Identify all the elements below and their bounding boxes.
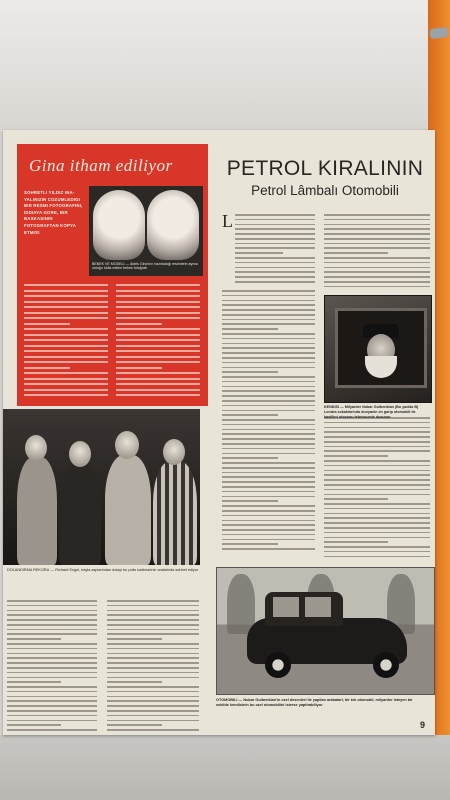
baby-photo-right xyxy=(147,190,199,260)
text-line xyxy=(324,484,430,486)
text-line xyxy=(107,700,199,702)
text-line xyxy=(324,532,430,534)
text-line xyxy=(116,394,200,396)
text-line xyxy=(7,710,97,712)
text-line xyxy=(107,681,162,683)
text-line xyxy=(324,219,430,221)
text-line xyxy=(222,539,315,541)
text-line xyxy=(116,290,200,292)
text-line xyxy=(116,367,162,369)
text-line xyxy=(222,343,315,345)
text-line xyxy=(222,400,315,402)
text-line xyxy=(24,367,70,369)
text-line xyxy=(324,271,430,273)
person-3-head xyxy=(115,431,139,459)
text-line xyxy=(24,389,108,391)
text-line xyxy=(235,233,315,235)
text-line xyxy=(116,301,200,303)
text-line xyxy=(116,306,200,308)
text-line xyxy=(7,724,61,726)
text-line xyxy=(235,252,283,254)
text-line xyxy=(324,556,430,558)
desk-background-bottom xyxy=(0,735,450,800)
text-line xyxy=(222,429,315,431)
text-line xyxy=(324,238,430,240)
text-line xyxy=(24,356,108,358)
text-line xyxy=(222,548,315,550)
text-line xyxy=(7,657,97,659)
text-line xyxy=(222,486,315,488)
text-line xyxy=(107,662,199,664)
text-line xyxy=(324,286,430,288)
text-line xyxy=(24,334,108,336)
baby-photo-caption: BEBEK VE MODELI — Aktris Gina'nın hazırladığı resimlerin aynısı olduğu iddia edilen bebek fotoğrafı xyxy=(92,262,199,271)
text-line xyxy=(107,667,199,669)
text-line xyxy=(222,457,278,459)
text-line xyxy=(324,422,430,424)
article-column-1 xyxy=(235,214,315,286)
text-line xyxy=(107,720,199,722)
text-line xyxy=(107,672,199,674)
text-line xyxy=(222,410,315,412)
text-line xyxy=(235,271,315,273)
text-line xyxy=(24,383,108,385)
text-line xyxy=(222,338,315,340)
text-line xyxy=(324,517,430,519)
text-line xyxy=(116,323,162,325)
text-line xyxy=(222,424,315,426)
text-line xyxy=(107,691,199,693)
car-window-rear xyxy=(305,597,331,617)
text-line xyxy=(235,219,315,221)
bottom-text-column-1 xyxy=(7,600,97,734)
text-line xyxy=(222,381,315,383)
text-line xyxy=(24,361,108,363)
article-column-1-continued xyxy=(222,290,315,553)
text-line xyxy=(324,257,430,259)
text-line xyxy=(222,510,315,512)
text-line xyxy=(235,228,315,230)
article-column-2-bottom xyxy=(324,417,430,560)
text-line xyxy=(24,284,108,286)
text-line xyxy=(222,520,315,522)
text-line xyxy=(7,662,97,664)
article-subheadline: Petrol Lâmbalı Otomobili xyxy=(251,183,399,198)
text-line xyxy=(24,328,108,330)
text-line xyxy=(324,262,430,264)
text-line xyxy=(235,267,315,269)
text-line xyxy=(24,350,108,352)
text-line xyxy=(116,372,200,374)
text-line xyxy=(222,438,315,440)
text-line xyxy=(107,619,199,621)
text-line xyxy=(24,372,108,374)
text-line xyxy=(324,431,430,433)
text-line xyxy=(116,389,200,391)
text-line xyxy=(235,276,315,278)
text-line xyxy=(222,462,315,464)
page-number: 9 xyxy=(420,720,426,730)
text-line xyxy=(324,455,388,457)
text-line xyxy=(116,378,200,380)
text-line xyxy=(222,453,315,455)
text-line xyxy=(7,672,97,674)
text-line xyxy=(7,700,97,702)
text-line xyxy=(116,328,200,330)
text-line xyxy=(222,543,278,545)
text-line xyxy=(222,314,315,316)
text-line xyxy=(24,317,108,319)
text-line xyxy=(7,633,97,635)
text-line xyxy=(324,498,388,500)
text-line xyxy=(24,306,108,308)
text-line xyxy=(222,362,315,364)
text-line xyxy=(324,267,430,269)
text-line xyxy=(324,214,430,216)
text-line xyxy=(116,312,200,314)
text-line xyxy=(324,243,430,245)
text-line xyxy=(7,681,61,683)
article-headline: PETROL KIRALININ xyxy=(226,157,424,180)
text-line xyxy=(107,638,162,640)
text-line xyxy=(24,295,108,297)
text-line xyxy=(235,243,315,245)
text-line xyxy=(222,448,315,450)
text-line xyxy=(222,371,278,373)
text-line xyxy=(7,605,97,607)
text-line xyxy=(7,629,97,631)
baby-photo-pair xyxy=(89,186,203,276)
text-line xyxy=(222,323,315,325)
text-line xyxy=(222,309,315,311)
text-line xyxy=(235,257,315,259)
group-photo xyxy=(3,409,200,565)
text-line xyxy=(116,295,200,297)
text-line xyxy=(107,648,199,650)
text-line xyxy=(222,419,315,421)
text-line xyxy=(222,367,315,369)
text-line xyxy=(324,546,430,548)
red-box-intro-caption: SOHRETLI YILDIZ INA-YALINIZIN COZUMLEDIGI BIR RESMI FOTOGRAFINI, IDDIAYA GORE, BIR BASKASININ FOTOGRAFTAN KOPYA ETMIS! xyxy=(24,190,83,235)
text-line xyxy=(116,356,200,358)
person-1-head xyxy=(25,435,47,461)
portrait-caption: KENDISI — Milyarder Nubar Gulbenkian (Bu yazida B) Londra sokaklarinda dunyanin en garip otomobili ile kasifleri otosunu tebessumle dusunur xyxy=(324,405,419,419)
text-line xyxy=(7,600,97,602)
text-line xyxy=(222,386,315,388)
person-4-head xyxy=(163,439,185,465)
text-line xyxy=(324,522,430,524)
red-box-column-2 xyxy=(116,284,200,400)
gulbenkian-portrait-photo xyxy=(324,295,432,403)
text-line xyxy=(324,252,388,254)
text-line xyxy=(24,339,108,341)
text-line xyxy=(222,529,315,531)
text-line xyxy=(324,460,430,462)
text-line xyxy=(222,357,315,359)
text-line xyxy=(7,686,97,688)
text-line xyxy=(222,491,315,493)
person-2-head xyxy=(69,441,91,467)
text-line xyxy=(324,513,430,515)
person-3 xyxy=(105,455,151,565)
text-line xyxy=(116,317,200,319)
text-line xyxy=(222,390,315,392)
text-line xyxy=(24,312,108,314)
text-line xyxy=(107,696,199,698)
text-line xyxy=(7,696,97,698)
text-line xyxy=(222,476,315,478)
text-line xyxy=(324,527,430,529)
text-line xyxy=(7,624,97,626)
text-line xyxy=(7,720,97,722)
car-photo-caption: OTOMOBILI — Nubar Gulbenkian'in ozel desenleri ile yapilan arabalari, bir tek otomobil, milyarder isteyen bir sekilde kendisinin bu ozel otomobilini isterse yaptirabiliyor xyxy=(216,698,413,707)
text-line xyxy=(24,290,108,292)
article-column-2-top xyxy=(324,214,430,291)
text-line xyxy=(222,333,315,335)
magazine-page xyxy=(3,130,435,735)
person-4 xyxy=(153,461,197,565)
text-line xyxy=(107,600,199,602)
text-line xyxy=(222,300,315,302)
text-line xyxy=(7,705,97,707)
text-line xyxy=(235,247,315,249)
text-line xyxy=(107,677,199,679)
person-1 xyxy=(17,457,57,565)
text-line xyxy=(107,653,199,655)
text-line xyxy=(107,715,199,717)
text-line xyxy=(7,729,97,731)
text-line xyxy=(107,657,199,659)
text-line xyxy=(222,304,315,306)
text-line xyxy=(235,262,315,264)
car-window-front xyxy=(273,597,299,617)
text-line xyxy=(107,710,199,712)
text-line xyxy=(7,638,61,640)
text-line xyxy=(116,284,200,286)
text-line xyxy=(107,643,199,645)
person-2 xyxy=(59,463,101,565)
text-line xyxy=(222,414,278,416)
text-line xyxy=(24,378,108,380)
text-line xyxy=(222,290,315,292)
text-line xyxy=(222,319,315,321)
text-line xyxy=(24,323,70,325)
text-line xyxy=(7,653,97,655)
text-line xyxy=(235,238,315,240)
text-line xyxy=(222,500,278,502)
text-line xyxy=(222,443,315,445)
text-line xyxy=(116,361,200,363)
text-line xyxy=(24,394,108,396)
text-line xyxy=(222,352,315,354)
red-box-column-1 xyxy=(24,284,108,400)
text-line xyxy=(116,345,200,347)
text-line xyxy=(324,494,430,496)
text-line xyxy=(7,677,97,679)
text-line xyxy=(222,405,315,407)
text-line xyxy=(222,395,315,397)
text-line xyxy=(324,247,430,249)
text-line xyxy=(7,614,97,616)
text-line xyxy=(7,610,97,612)
text-line xyxy=(324,551,430,553)
text-line xyxy=(324,474,430,476)
text-line xyxy=(7,619,97,621)
text-line xyxy=(7,715,97,717)
car-wheel-front xyxy=(265,652,291,678)
text-line xyxy=(324,233,430,235)
text-line xyxy=(116,339,200,341)
text-line xyxy=(107,633,199,635)
text-line xyxy=(324,479,430,481)
text-line xyxy=(324,281,430,283)
text-line xyxy=(222,328,278,330)
text-line xyxy=(7,667,97,669)
text-line xyxy=(235,214,315,216)
text-line xyxy=(324,446,430,448)
text-line xyxy=(222,376,315,378)
text-line xyxy=(116,334,200,336)
text-line xyxy=(7,648,97,650)
text-line xyxy=(222,496,315,498)
text-line xyxy=(324,537,430,539)
text-line xyxy=(107,729,199,731)
text-line xyxy=(235,281,315,283)
text-line xyxy=(324,465,430,467)
text-line xyxy=(324,508,430,510)
text-line xyxy=(7,643,97,645)
red-box-title: Gina itham ediliyor xyxy=(29,156,173,175)
text-line xyxy=(222,472,315,474)
text-line xyxy=(222,295,315,297)
text-line xyxy=(116,383,200,385)
text-line xyxy=(107,724,162,726)
text-line xyxy=(222,505,315,507)
text-line xyxy=(24,345,108,347)
text-line xyxy=(324,436,430,438)
text-line xyxy=(222,467,315,469)
desk-background-top xyxy=(0,0,450,130)
text-line xyxy=(324,450,430,452)
text-line xyxy=(324,470,430,472)
bottom-text-column-2 xyxy=(107,600,199,734)
text-line xyxy=(324,427,430,429)
text-line xyxy=(107,605,199,607)
text-line xyxy=(107,629,199,631)
text-line xyxy=(107,624,199,626)
text-line xyxy=(107,705,199,707)
background-tree xyxy=(227,574,255,634)
text-line xyxy=(324,541,388,543)
text-line xyxy=(222,524,315,526)
text-line xyxy=(324,276,430,278)
text-line xyxy=(222,481,315,483)
text-line xyxy=(324,489,430,491)
text-line xyxy=(324,441,430,443)
text-line xyxy=(7,691,97,693)
car-wheel-rear xyxy=(373,652,399,678)
text-line xyxy=(222,515,315,517)
text-line xyxy=(107,686,199,688)
text-line xyxy=(107,610,199,612)
text-line xyxy=(24,301,108,303)
group-photo-caption: DOLANDIRMA REKORU — Richard Engel, bayla asplarindan dolayi bu polis kadinlarinin aralarinda sohbet ediyor xyxy=(7,568,199,572)
text-line xyxy=(107,614,199,616)
text-line xyxy=(324,503,430,505)
text-line xyxy=(222,347,315,349)
text-line xyxy=(324,224,430,226)
text-line xyxy=(222,534,315,536)
text-line xyxy=(324,228,430,230)
text-line xyxy=(116,350,200,352)
text-line xyxy=(222,433,315,435)
red-feature-box xyxy=(17,144,208,406)
article-dropcap: L xyxy=(222,211,233,231)
car-photo xyxy=(216,567,435,695)
baby-photo-left xyxy=(93,190,145,260)
text-line xyxy=(235,224,315,226)
